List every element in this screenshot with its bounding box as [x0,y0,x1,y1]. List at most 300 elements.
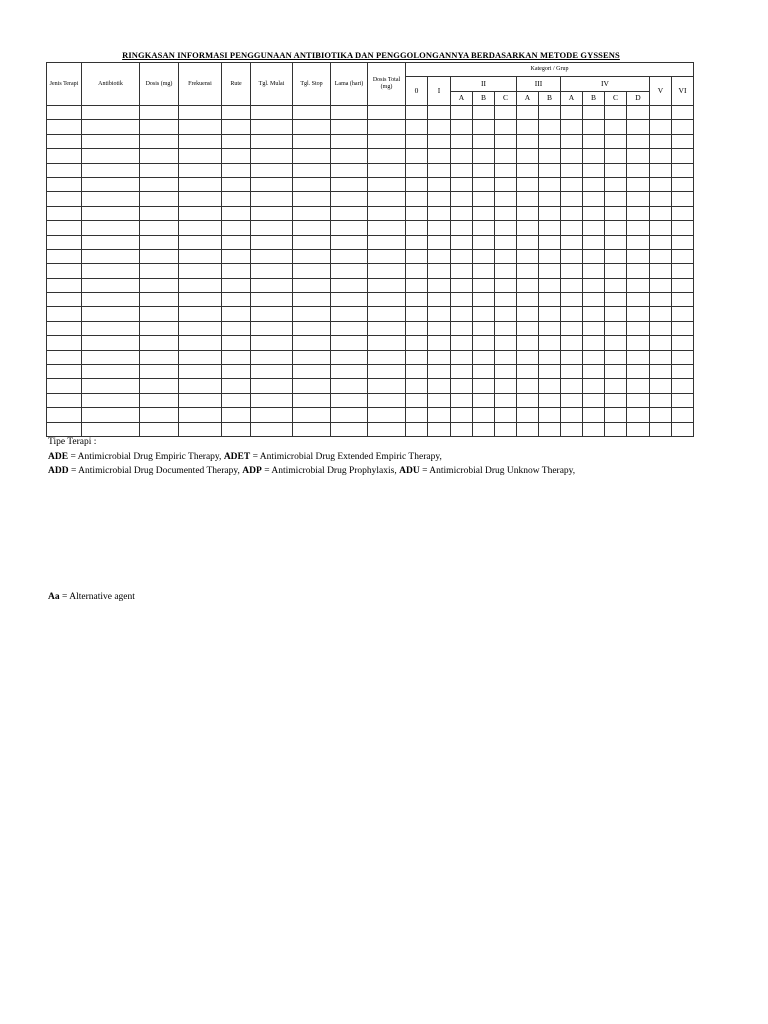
table-cell[interactable] [650,177,672,191]
table-cell[interactable] [627,177,650,191]
table-cell[interactable] [251,163,293,177]
table-cell[interactable] [539,235,561,249]
table-cell[interactable] [495,106,517,120]
table-cell[interactable] [82,365,140,379]
table-cell[interactable] [179,422,222,436]
table-cell[interactable] [583,408,605,422]
table-cell[interactable] [331,177,368,191]
table-cell[interactable] [583,235,605,249]
table-cell[interactable] [539,249,561,263]
table-cell[interactable] [605,235,627,249]
table-cell[interactable] [473,307,495,321]
table-cell[interactable] [517,408,539,422]
table-cell[interactable] [627,293,650,307]
table-cell[interactable] [583,134,605,148]
table-cell[interactable] [82,293,140,307]
table-cell[interactable] [406,393,428,407]
table-cell[interactable] [368,149,406,163]
table-cell[interactable] [517,393,539,407]
table-cell[interactable] [451,307,473,321]
table-cell[interactable] [222,235,251,249]
table-cell[interactable] [368,408,406,422]
table-cell[interactable] [583,177,605,191]
table-cell[interactable] [650,264,672,278]
table-cell[interactable] [473,249,495,263]
table-cell[interactable] [605,149,627,163]
table-cell[interactable] [251,422,293,436]
table-cell[interactable] [140,149,179,163]
table-cell[interactable] [331,163,368,177]
table-cell[interactable] [473,393,495,407]
table-cell[interactable] [561,163,583,177]
table-cell[interactable] [672,321,694,335]
table-cell[interactable] [82,422,140,436]
table-cell[interactable] [672,120,694,134]
table-cell[interactable] [650,379,672,393]
table-cell[interactable] [47,163,82,177]
table-cell[interactable] [179,221,222,235]
table-cell[interactable] [251,134,293,148]
table-cell[interactable] [140,350,179,364]
table-cell[interactable] [406,321,428,335]
table-cell[interactable] [627,264,650,278]
table-cell[interactable] [82,307,140,321]
table-cell[interactable] [627,163,650,177]
table-cell[interactable] [293,120,331,134]
table-cell[interactable] [650,365,672,379]
table-cell[interactable] [561,278,583,292]
table-cell[interactable] [428,293,451,307]
table-cell[interactable] [539,336,561,350]
table-cell[interactable] [368,293,406,307]
table-cell[interactable] [627,106,650,120]
table-cell[interactable] [605,408,627,422]
table-cell[interactable] [179,293,222,307]
table-cell[interactable] [539,221,561,235]
table-cell[interactable] [47,206,82,220]
table-cell[interactable] [428,379,451,393]
table-cell[interactable] [451,134,473,148]
table-cell[interactable] [605,379,627,393]
table-cell[interactable] [428,206,451,220]
table-cell[interactable] [473,422,495,436]
table-cell[interactable] [179,149,222,163]
table-cell[interactable] [672,379,694,393]
table-cell[interactable] [222,393,251,407]
table-cell[interactable] [561,235,583,249]
table-cell[interactable] [451,177,473,191]
table-cell[interactable] [561,408,583,422]
table-cell[interactable] [140,408,179,422]
table-cell[interactable] [605,192,627,206]
table-cell[interactable] [451,393,473,407]
table-cell[interactable] [293,249,331,263]
table-cell[interactable] [561,393,583,407]
table-cell[interactable] [605,321,627,335]
table-cell[interactable] [140,393,179,407]
table-cell[interactable] [251,336,293,350]
table-cell[interactable] [605,336,627,350]
table-cell[interactable] [561,321,583,335]
table-cell[interactable] [406,177,428,191]
table-cell[interactable] [583,307,605,321]
table-cell[interactable] [451,192,473,206]
table-cell[interactable] [451,120,473,134]
table-cell[interactable] [368,379,406,393]
table-cell[interactable] [251,149,293,163]
table-cell[interactable] [222,307,251,321]
table-cell[interactable] [561,120,583,134]
table-cell[interactable] [140,336,179,350]
table-cell[interactable] [539,163,561,177]
table-cell[interactable] [428,336,451,350]
table-cell[interactable] [627,192,650,206]
table-cell[interactable] [140,264,179,278]
table-cell[interactable] [406,293,428,307]
table-cell[interactable] [517,264,539,278]
table-cell[interactable] [495,365,517,379]
table-cell[interactable] [672,393,694,407]
table-cell[interactable] [627,149,650,163]
table-cell[interactable] [428,321,451,335]
table-cell[interactable] [406,278,428,292]
table-cell[interactable] [82,393,140,407]
table-cell[interactable] [179,393,222,407]
table-cell[interactable] [561,336,583,350]
table-cell[interactable] [627,307,650,321]
table-cell[interactable] [650,249,672,263]
table-cell[interactable] [331,206,368,220]
table-cell[interactable] [82,192,140,206]
table-cell[interactable] [672,149,694,163]
table-cell[interactable] [47,321,82,335]
table-cell[interactable] [428,264,451,278]
table-cell[interactable] [517,163,539,177]
table-cell[interactable] [561,293,583,307]
table-cell[interactable] [583,106,605,120]
table-cell[interactable] [179,235,222,249]
table-cell[interactable] [672,264,694,278]
table-cell[interactable] [473,321,495,335]
table-cell[interactable] [251,293,293,307]
table-cell[interactable] [672,307,694,321]
table-cell[interactable] [583,278,605,292]
table-cell[interactable] [473,134,495,148]
table-cell[interactable] [517,365,539,379]
table-cell[interactable] [650,134,672,148]
table-cell[interactable] [672,235,694,249]
table-cell[interactable] [82,350,140,364]
table-cell[interactable] [140,307,179,321]
table-cell[interactable] [331,106,368,120]
table-cell[interactable] [222,134,251,148]
table-cell[interactable] [650,350,672,364]
table-cell[interactable] [650,106,672,120]
table-cell[interactable] [293,293,331,307]
table-cell[interactable] [495,149,517,163]
table-cell[interactable] [406,120,428,134]
table-cell[interactable] [293,235,331,249]
table-cell[interactable] [539,149,561,163]
table-cell[interactable] [672,365,694,379]
table-cell[interactable] [605,293,627,307]
table-cell[interactable] [368,192,406,206]
table-cell[interactable] [222,221,251,235]
table-cell[interactable] [650,278,672,292]
table-cell[interactable] [368,221,406,235]
table-cell[interactable] [583,249,605,263]
table-cell[interactable] [605,163,627,177]
table-cell[interactable] [368,264,406,278]
table-cell[interactable] [539,293,561,307]
table-cell[interactable] [650,393,672,407]
table-cell[interactable] [583,321,605,335]
table-cell[interactable] [428,134,451,148]
table-cell[interactable] [140,106,179,120]
table-cell[interactable] [627,393,650,407]
table-cell[interactable] [583,192,605,206]
table-cell[interactable] [495,221,517,235]
table-cell[interactable] [672,163,694,177]
table-cell[interactable] [495,177,517,191]
table-cell[interactable] [583,350,605,364]
table-cell[interactable] [179,134,222,148]
table-cell[interactable] [47,365,82,379]
table-cell[interactable] [47,192,82,206]
table-cell[interactable] [368,206,406,220]
table-cell[interactable] [293,221,331,235]
table-cell[interactable] [368,350,406,364]
table-cell[interactable] [179,307,222,321]
table-cell[interactable] [627,321,650,335]
table-cell[interactable] [539,321,561,335]
table-cell[interactable] [561,177,583,191]
table-cell[interactable] [627,221,650,235]
table-cell[interactable] [406,249,428,263]
table-cell[interactable] [368,120,406,134]
table-cell[interactable] [650,408,672,422]
table-cell[interactable] [222,321,251,335]
table-cell[interactable] [406,206,428,220]
table-cell[interactable] [451,422,473,436]
table-cell[interactable] [605,177,627,191]
table-cell[interactable] [428,235,451,249]
table-cell[interactable] [627,235,650,249]
table-cell[interactable] [406,264,428,278]
table-cell[interactable] [222,293,251,307]
table-cell[interactable] [293,393,331,407]
table-cell[interactable] [605,264,627,278]
table-cell[interactable] [82,163,140,177]
table-cell[interactable] [650,336,672,350]
table-cell[interactable] [517,350,539,364]
table-cell[interactable] [368,235,406,249]
table-cell[interactable] [451,106,473,120]
table-cell[interactable] [561,221,583,235]
table-cell[interactable] [179,177,222,191]
table-cell[interactable] [293,422,331,436]
table-cell[interactable] [82,149,140,163]
table-cell[interactable] [517,336,539,350]
table-cell[interactable] [222,106,251,120]
table-cell[interactable] [451,264,473,278]
table-cell[interactable] [251,307,293,321]
table-cell[interactable] [251,350,293,364]
table-cell[interactable] [368,249,406,263]
table-cell[interactable] [650,321,672,335]
table-cell[interactable] [451,278,473,292]
table-cell[interactable] [251,106,293,120]
table-cell[interactable] [650,149,672,163]
table-cell[interactable] [561,192,583,206]
table-cell[interactable] [495,350,517,364]
table-cell[interactable] [140,192,179,206]
table-cell[interactable] [47,235,82,249]
table-cell[interactable] [495,249,517,263]
table-cell[interactable] [451,235,473,249]
table-cell[interactable] [331,221,368,235]
table-cell[interactable] [222,249,251,263]
table-cell[interactable] [539,120,561,134]
table-cell[interactable] [605,422,627,436]
table-cell[interactable] [293,408,331,422]
table-cell[interactable] [539,422,561,436]
table-cell[interactable] [561,307,583,321]
table-cell[interactable] [82,321,140,335]
table-cell[interactable] [650,206,672,220]
table-cell[interactable] [406,149,428,163]
table-cell[interactable] [82,336,140,350]
table-cell[interactable] [331,264,368,278]
table-cell[interactable] [428,163,451,177]
table-cell[interactable] [82,249,140,263]
table-cell[interactable] [451,321,473,335]
table-cell[interactable] [222,350,251,364]
table-cell[interactable] [672,177,694,191]
table-cell[interactable] [495,235,517,249]
table-cell[interactable] [495,293,517,307]
table-cell[interactable] [331,336,368,350]
table-cell[interactable] [47,149,82,163]
table-cell[interactable] [495,393,517,407]
table-cell[interactable] [428,221,451,235]
table-cell[interactable] [517,278,539,292]
table-cell[interactable] [672,350,694,364]
table-cell[interactable] [82,206,140,220]
table-cell[interactable] [451,163,473,177]
table-cell[interactable] [517,192,539,206]
table-cell[interactable] [627,120,650,134]
table-cell[interactable] [47,278,82,292]
table-cell[interactable] [179,249,222,263]
table-cell[interactable] [495,321,517,335]
table-cell[interactable] [179,365,222,379]
table-cell[interactable] [473,163,495,177]
table-cell[interactable] [179,350,222,364]
table-cell[interactable] [539,393,561,407]
table-cell[interactable] [47,134,82,148]
table-cell[interactable] [140,120,179,134]
table-cell[interactable] [179,163,222,177]
table-cell[interactable] [650,120,672,134]
table-cell[interactable] [561,264,583,278]
table-cell[interactable] [428,149,451,163]
table-cell[interactable] [451,336,473,350]
table-cell[interactable] [517,106,539,120]
table-cell[interactable] [140,163,179,177]
table-cell[interactable] [140,422,179,436]
table-cell[interactable] [451,350,473,364]
table-cell[interactable] [179,120,222,134]
table-cell[interactable] [331,408,368,422]
table-cell[interactable] [368,393,406,407]
table-cell[interactable] [428,350,451,364]
table-cell[interactable] [517,235,539,249]
table-cell[interactable] [331,422,368,436]
table-cell[interactable] [179,278,222,292]
table-cell[interactable] [406,192,428,206]
table-cell[interactable] [179,206,222,220]
table-cell[interactable] [473,379,495,393]
table-cell[interactable] [451,149,473,163]
table-cell[interactable] [517,120,539,134]
table-cell[interactable] [605,350,627,364]
table-cell[interactable] [331,350,368,364]
table-cell[interactable] [82,120,140,134]
table-cell[interactable] [517,307,539,321]
table-cell[interactable] [368,163,406,177]
table-cell[interactable] [473,206,495,220]
table-cell[interactable] [331,379,368,393]
table-cell[interactable] [47,350,82,364]
table-cell[interactable] [368,134,406,148]
table-cell[interactable] [583,393,605,407]
table-cell[interactable] [495,163,517,177]
table-cell[interactable] [539,206,561,220]
table-cell[interactable] [583,221,605,235]
table-cell[interactable] [495,134,517,148]
table-cell[interactable] [293,163,331,177]
table-cell[interactable] [561,106,583,120]
table-cell[interactable] [82,177,140,191]
table-cell[interactable] [473,177,495,191]
table-cell[interactable] [561,365,583,379]
table-cell[interactable] [293,177,331,191]
table-cell[interactable] [47,106,82,120]
table-cell[interactable] [251,321,293,335]
table-cell[interactable] [517,149,539,163]
table-cell[interactable] [539,134,561,148]
table-cell[interactable] [368,336,406,350]
table-cell[interactable] [583,379,605,393]
table-cell[interactable] [406,163,428,177]
table-cell[interactable] [517,321,539,335]
table-cell[interactable] [627,134,650,148]
table-cell[interactable] [605,278,627,292]
table-cell[interactable] [605,249,627,263]
table-cell[interactable] [605,365,627,379]
table-cell[interactable] [539,307,561,321]
table-cell[interactable] [222,177,251,191]
table-cell[interactable] [222,336,251,350]
table-cell[interactable] [517,422,539,436]
table-cell[interactable] [583,120,605,134]
table-cell[interactable] [293,192,331,206]
table-cell[interactable] [428,120,451,134]
table-cell[interactable] [179,336,222,350]
table-cell[interactable] [140,235,179,249]
table-cell[interactable] [495,336,517,350]
